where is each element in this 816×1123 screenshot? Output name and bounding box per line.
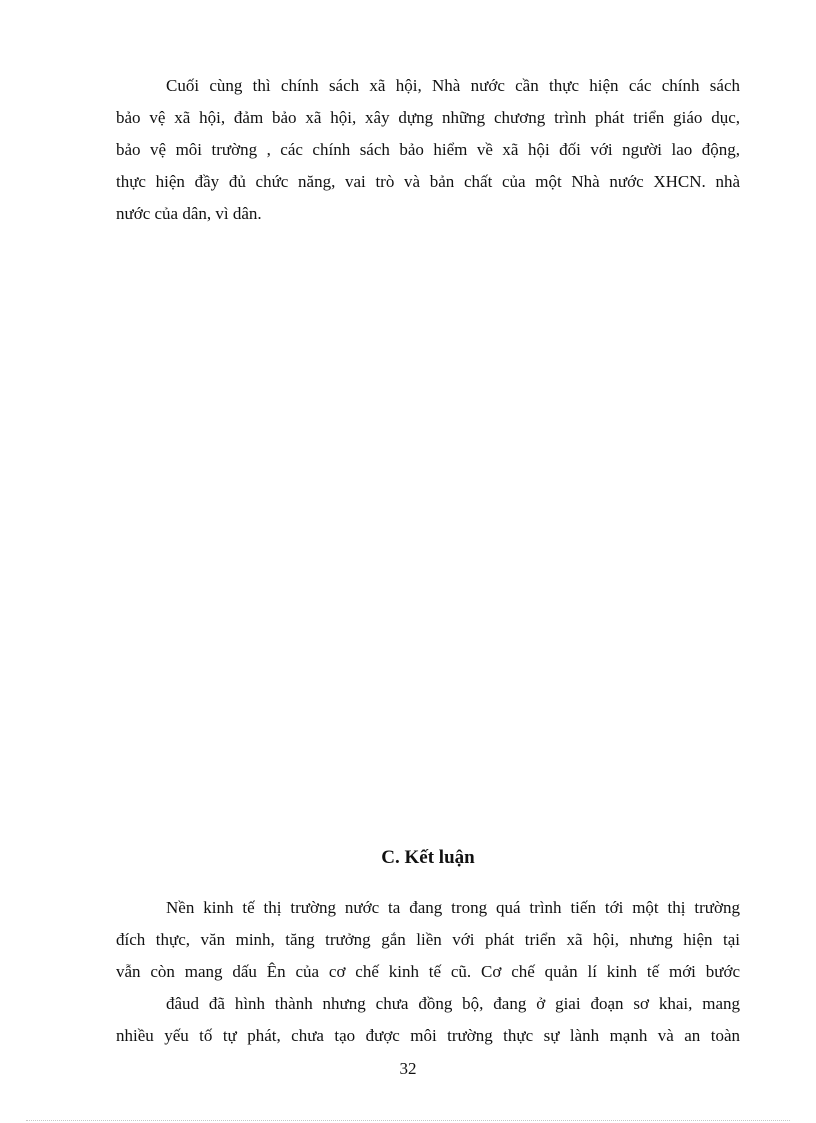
paragraph-line: bảo vệ xã hội, đảm bảo xã hội, xây dựng những chương trình phát triển giáo dục,	[116, 108, 740, 127]
page-bottom-divider	[26, 1120, 790, 1121]
paragraph-line: nhiều yếu tố tự phát, chưa tạo được môi trường thực sự lành mạnh và an toàn	[116, 1026, 740, 1045]
paragraph-line: bảo vệ môi trường , các chính sách bảo hiểm về xã hội đối với người lao động,	[116, 140, 740, 159]
paragraph-line: Nền kinh tế thị trường nước ta đang trong quá trình tiến tới một thị trường	[166, 898, 740, 917]
paragraph-line: Cuối cùng thì chính sách xã hội, Nhà nước cần thực hiện các chính sách	[166, 76, 740, 95]
page-number: 32	[399, 1059, 417, 1078]
paragraph-line: đích thực, văn minh, tăng trưởng gắn liền với phát triển xã hội, nhưng hiện tại	[116, 930, 740, 949]
paragraph-social-policy	[116, 70, 740, 230]
paragraph-line: thực hiện đầy đủ chức năng, vai trò và bản chất của một Nhà nước XHCN. nhà	[116, 172, 740, 191]
paragraph-line: nước của dân, vì dân.	[116, 204, 262, 223]
paragraph-line: vẫn còn mang dấu Ên của cơ chế kinh tế cũ. Cơ chế quản lí kinh tế mới bước	[116, 962, 740, 981]
paragraph-conclusion	[116, 892, 740, 1052]
section-heading: C. Kết luận	[381, 847, 475, 868]
paragraph-line: đâud đã hình thành nhưng chưa đồng bộ, đang ở giai đoạn sơ khai, mang	[166, 994, 740, 1013]
